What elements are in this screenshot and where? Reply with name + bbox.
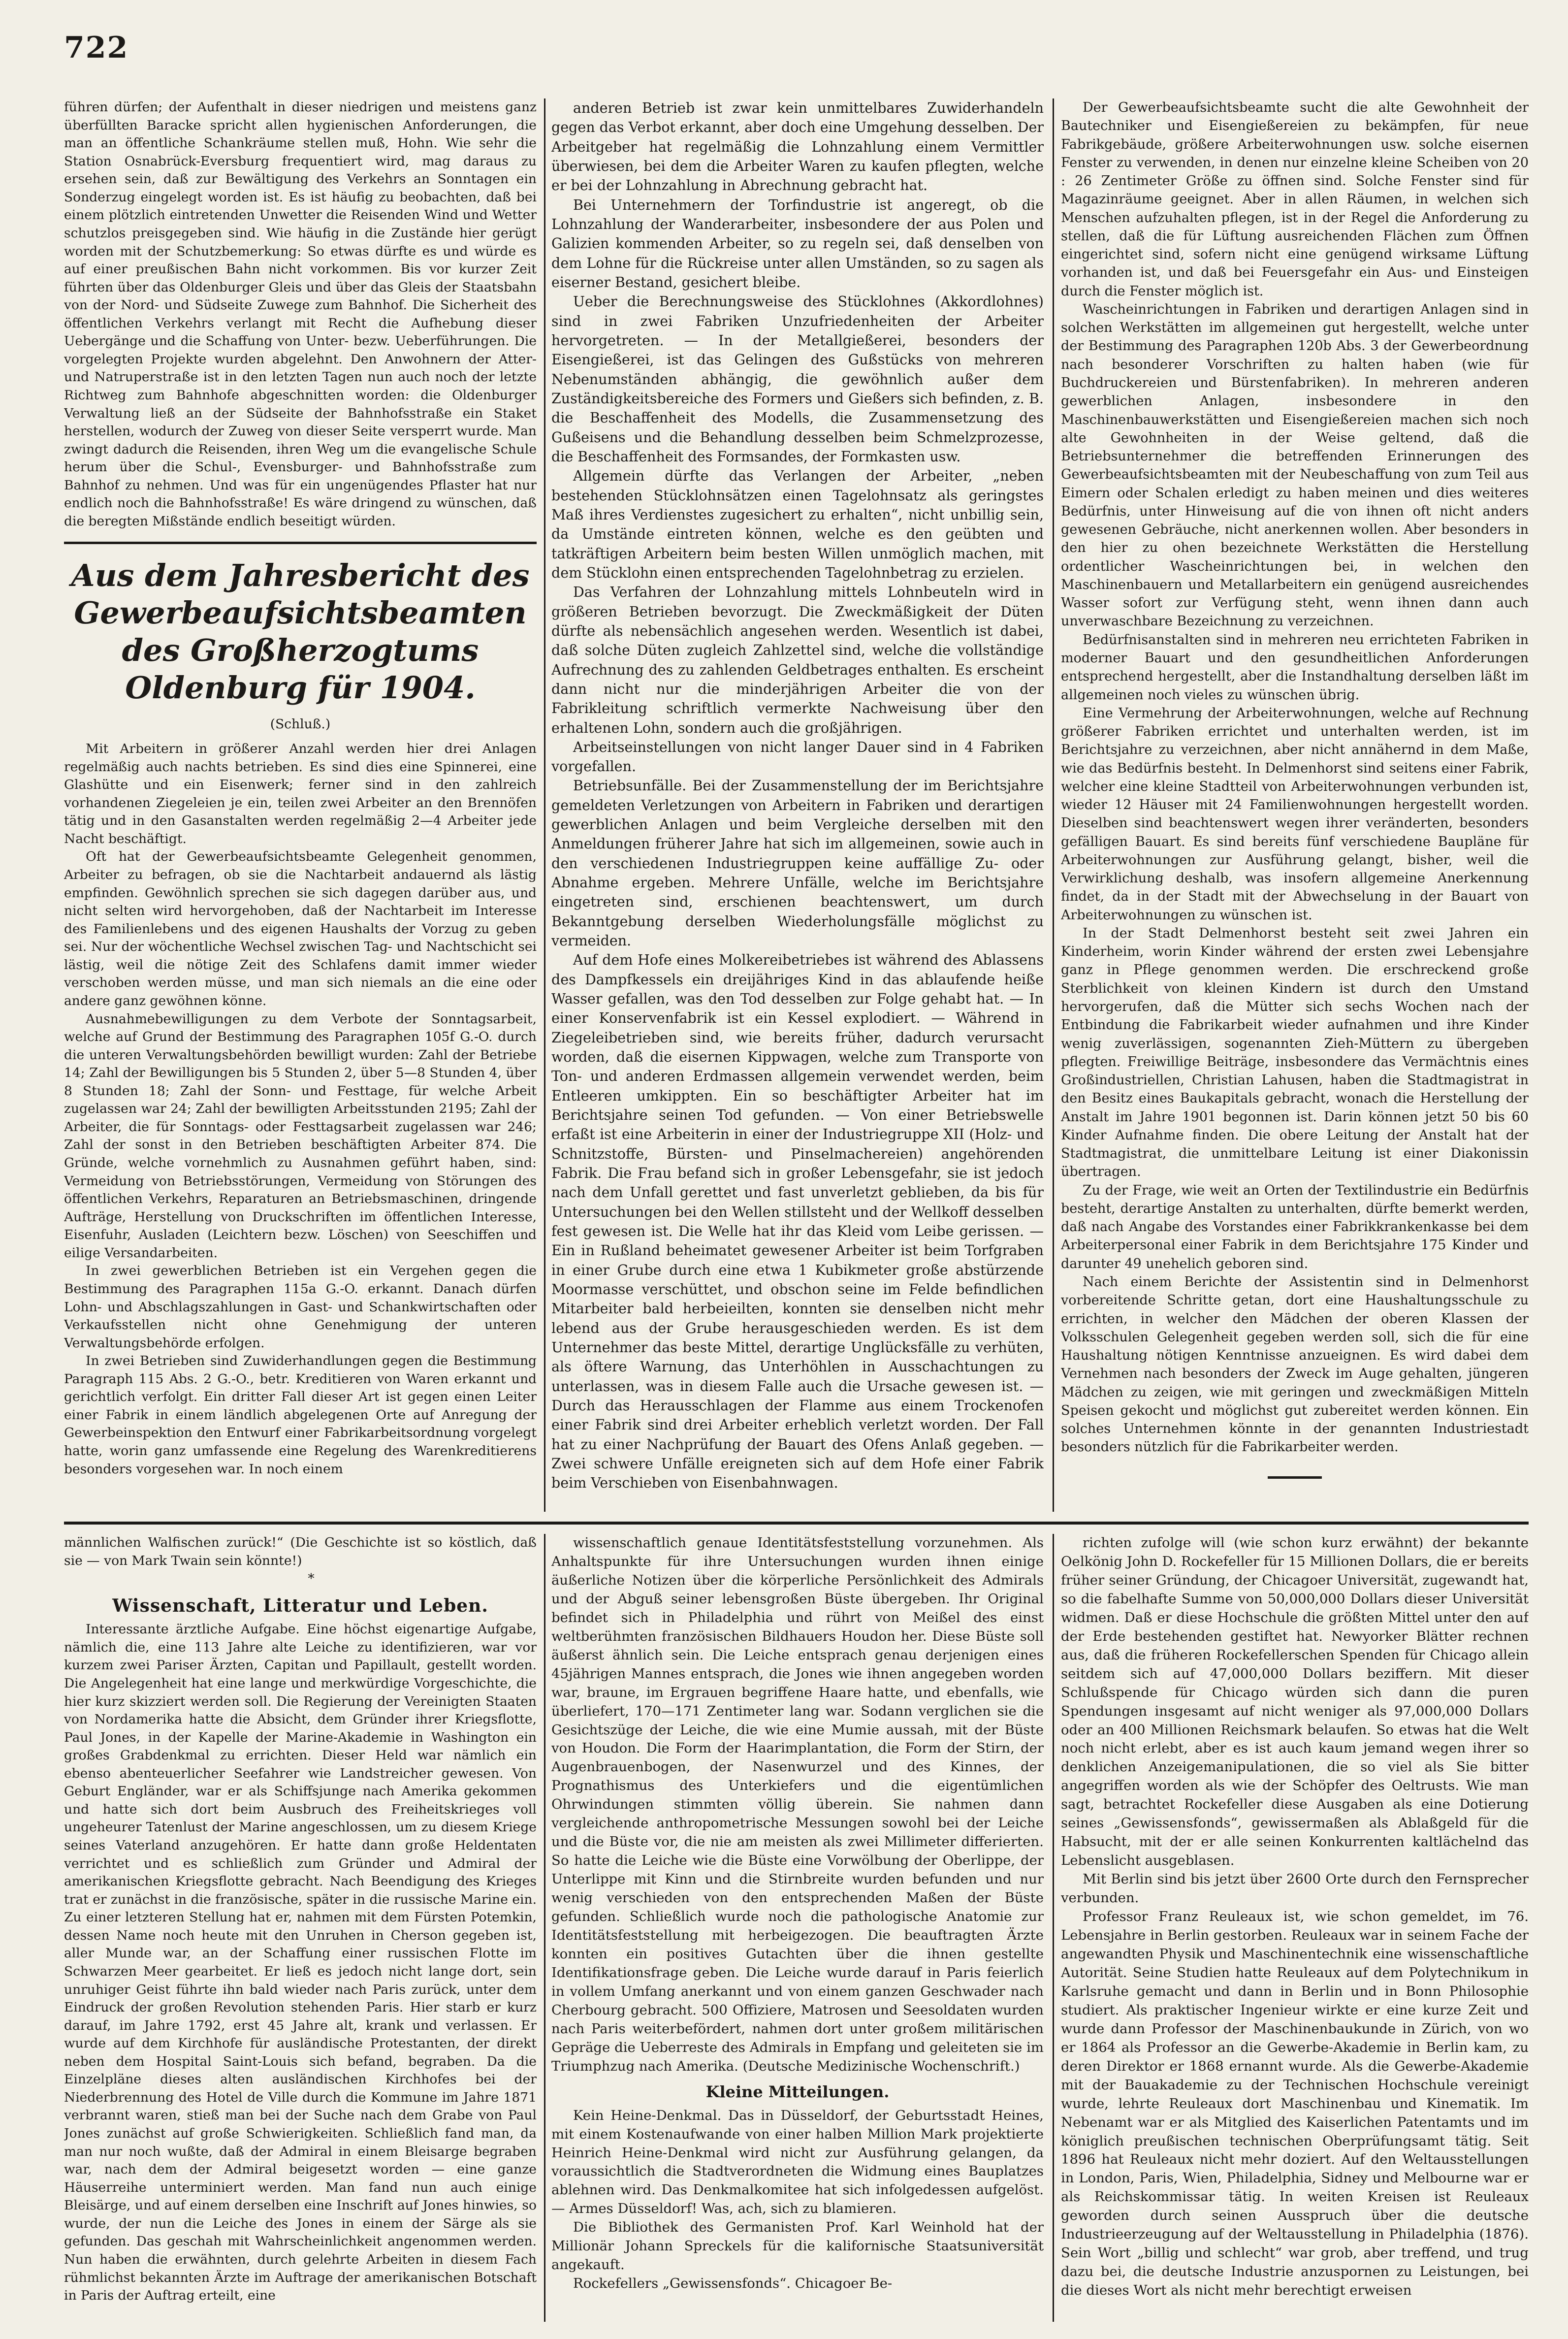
upper-column-2 xyxy=(551,98,1044,1512)
paragraph: Kein Heine-Denkmal. Das in Düsseldorf, der Geburtsstadt Heines, mit einem Kostenaufwande von einer halben Million Mark projektierte Heinrich Heine-Denkmal wird nicht zur Ausführung gelangen, da voraussichtlich die Stadtverordneten die Widmung eines Bauplatzes ablehnen wird. Das Denkmalkomitee hat sich infolgedessen aufgelöst. — Armes Düsseldorf! Was, ach, sich zu blamieren. xyxy=(551,2107,1044,2217)
paragraph: Arbeitseinstellungen von nicht langer Dauer sind in 4 Fabriken vorgefallen. xyxy=(551,739,1044,775)
section-divider xyxy=(64,1522,1529,1525)
column-divider xyxy=(544,1534,545,2322)
paragraph: Ueber die Berechnungsweise des Stücklohnes (Akkordlohnes) sind in zwei Fabriken Unzufriedenheiten der Arbeiter hervorgetreten. — In der Metallgießerei, besonders der Eisengießerei, ist das Gelingen des Gußstücks von mehreren Nebenumständen abhängig, die gewöhnlich außer dem Zuständigkeitsbereiche des Formers und Gießers sich befinden, z. B. die Beschaffenheit des Modells, die Zusammensetzung des Gußeisens und die Behandlung desselben beim Schmelzprozesse, die Beschaffenheit des Formsandes, der Formkasten usw. xyxy=(551,293,1044,465)
small-news-continued xyxy=(1061,1534,1529,2300)
paragraph: Allgemein dürfte das Verlangen der Arbeiter, „neben bestehenden Stücklohnsätzen einen Tagelohnsatz als geringstes Maß ihres Verdienstes zugesichert zu erhalten“, nicht unbillig sein, da Umstände eintreten können, welche es den geübten und tatkräftigen Arbeitern beim besten Willen unmöglich machen, mit dem Stücklohn einen entsprechenden Tagelohnbetrag zu erzielen. xyxy=(551,468,1044,581)
paragraph: Eine Vermehrung der Arbeiterwohnungen, welche auf Rechnung größerer Fabriken errichtet und unterhalten werden, ist im Berichtsjahre zu verzeichnen, aber nicht annähernd in dem Maße, wie das Bedürfnis besteht. In Delmenhorst sind seitens einer Fabrik, welcher eine kleine Stadtteil von Arbeiterwohnungen verbunden ist, wieder 12 Häuser mit 24 Familienwohnungen hergestellt worden. Dieselben sind beachtenswert wegen ihrer veränderten, besonders gefälligen Bauart. Es sind bereits fünf verschiedene Baupläne für Arbeiterwohnungen zur Ausführung gelangt, bisher, weil die Verwirklichung deshalb, was insofern allgemeine Anerkennung findet, da in der Stadt mit der Abwechselung in der Bauart von Arbeiterwohnungen zu wünschen ist. xyxy=(1061,705,1529,923)
paragraph: Betriebsunfälle. Bei der Zusammenstellung der im Berichtsjahre gemeldeten Verletzungen von Arbeitern in Fabriken und derartigen gewerblichen Anlagen und beim Vergleiche derselben mit den Anmeldungen früherer Jahre hat sich im allgemeinen, sowie auch in den verschiedenen Industriegruppen keine auffällige Zu- oder Abnahme ergeben. Mehrere Unfälle, welche im Berichtsjahre eingetreten sind, erschienen beachtenswert, um durch Bekanntgebung derselben Wiederholungsfälle möglichst zu vermeiden. xyxy=(551,778,1044,949)
small-news-heading: Kleine Mitteilungen. xyxy=(705,2082,890,2101)
paragraph: Bei Unternehmern der Torfindustrie ist angeregt, ob die Lohnzahlung der Wanderarbeiter, insbesondere der aus Polen und Galizien kommenden Arbeiter, so zu regeln sei, daß denselben von dem Lohne für die Rückreise unter allen Umständen, so zu sagen als eiserner Bestand, gesichert bleibe. xyxy=(551,196,1044,291)
paragraph: Wascheinrichtungen in Fabriken und derartigen Anlagen sind in solchen Werkstätten im allgemeinen gut hergestellt, welche unter der Bestimmung des Paragraphen 120b Abs. 3 der Gewerbeordnung nach besonderer Vorschriften zu halten haben (wie für Buchdruckereien und Bürstenfabriken). In mehreren anderen gewerblichen Anlagen, insbesondere in den Maschinenbauwerkstätten und Eisengießereien machen sich noch alte Gewohnheiten in der Weise geltend, daß die Betriebsunternehmer die betreffenden Erinnerungen des Gewerbeaufsichtsbeamten mit der Neubeschaffung von zum Teil aus Eimern oder Schalen erledigt zu haben meinen und dies weiteres Bedürfnis, unter Hinweisung auf die von ihnen oft nicht anders gewesenen Gebräuche, nicht anerkennen wollen. Aber besonders in den hier zu ohen bezeichnete Werkstätten die Herstellung ordentlicher Wascheinrichtungen bei, in welchen den Maschinenbauern und Metallarbeitern ein genügend ausreichendes Wasser sofort zur Verfügung steht, wenn ihnen dann auch unverwaschbare Bezeichnung zu verzeichnen. xyxy=(1061,301,1529,629)
paragraph: Bedürfnisanstalten sind in mehreren neu errichteten Fabriken in moderner Bauart und den gesundheitlichen Anforderungen entsprechend hergestellt, aber die Instandhaltung derselben läßt im allgemeinen noch vieles zu wünschen übrig. xyxy=(1061,632,1529,703)
article-subhead: (Schluß.) xyxy=(270,716,331,732)
paragraph: Zu der Frage, wie weit an Orten der Textilindustrie ein Bedürfnis besteht, derartige Anstalten zu unterhalten, dürfte bemerkt werden, daß nach Angabe des Vorstandes einer Fabrikkrankenkasse bei dem Arbeiterpersonal einer Fabrik in dem Berichtsjahre 175 Kinder und darunter 49 unehelich geboren sind. xyxy=(1061,1182,1529,1271)
paragraph: Interessante ärztliche Aufgabe. Eine höchst eigenartige Aufgabe, nämlich die, eine 113 Jahre alte Leiche zu identifizieren, war vor kurzem zwei Pariser Ärzten, Capitan und Papillault, gestellt worden. Die Angelegenheit hat eine lange und merkwürdige Vorgeschichte, die hier kurz skizziert werden soll. Die Regierung der Vereinigten Staaten von Nordamerika hatte die Absicht, dem Gründer ihrer Kriegsflotte, Paul Jones, in der Kapelle der Marine-Akademie in Washington ein großes Grabdenkmal zu errichten. Dieser Held war nämlich ein ebenso abenteuerlicher Seefahrer wie Landstreicher gewesen. Von Geburt Engländer, war er als Schiffsjunge nach Amerika gekommen und hatte sich dort beim Ausbruch des Freiheitskrieges voll ungeheurer Tatenlust der Marine angeschlossen, um zu diesem Kriege seines Vaterland anzugehören. Er hatte dann große Heldentaten verrichtet und es schließlich zum Gründer und Admiral der amerikanischen Kriegsflotte gebracht. Nach Beendigung des Krieges trat er zunächst in die französische, später in die russische Marine ein. Zu einer letzteren Stellung hat er, nahmen mit dem Fürsten Potemkin, dessen Name noch heute mit den Unruhen in Cherson gegeben ist, aller Munde war, an der Schaffung einer russischen Flotte im Schwarzen Meer gearbeitet. Er ließ es jedoch nicht lange dort, sein unruhiger Geist führte ihn bald wieder nach Paris zurück, unter dem Eindruck der großen Revolution stehenden Paris. Hier starb er kurz darauf, im Jahre 1792, erst 45 Jahre alt, krank und verlassen. Er wurde auf dem Kirchhofe für ausländische Protestanten, der direkt neben dem Hospital Saint-Louis sich befand, begraben. Da die Einzelpläne dieses alten ausländischen Kirchhofes bei der Niederbrennung des Hotel de Ville durch die Kommune im Jahre 1871 verbrannt waren, stieß man bei der Suche nach dem Grabe von Paul Jones zunächst auf große Schwierigkeiten. Schließlich fand man, da man nur noch wußte, daß der Admiral in einem Bleisarge begraben war, nach dem der Admiral beigesetzt worden — eine ganze Häuserreihe unterminiert werden. Man fand nun auch einige Bleisärge, und auf einem derselben eine Inschrift auf Jones hinwies, so wurde, der nun die Leiche des Jones in einem der Särge als sie gefunden. Das geschah mit Wahrscheinlichkeit angenommen werden. Nun haben die erwähnten, durch gelehrte Arbeiten in diesem Fach rühmlichst bekannten Ärzte im Auftrage der amerikanischen Botschaft in Paris der Auftrag erteilt, eine xyxy=(64,1622,537,2304)
paragraph: In zwei gewerblichen Betrieben ist ein Vergehen gegen die Bestimmung des Paragraphen 115a G.-O. erkannt. Danach dürfen Lohn- und Abschlagszahlungen in Gast- und Schankwirtschaften oder Verkaufsstellen nicht ohne Genehmigung der unteren Verwaltungsbehörde erfolgen. xyxy=(64,1263,537,1351)
upper-column-3 xyxy=(1061,98,1529,1512)
small-news xyxy=(551,2107,1044,2294)
paragraph: Professor Franz Reuleaux ist, wie schon gemeldet, im 76. Lebensjahre in Berlin gestorben. Reuleaux war in seinem Fache der angewandten Physik und Maschinentechnik eine wissenschaftliche Autorität. Seine Studien hatte Reuleaux auf dem Polytechnikum in Karlsruhe gemacht und dann in Berlin und in Bonn Philosophie studiert. Als praktischer Ingenieur wirkte er eine kurze Zeit und wurde dann Professor der Maschinenbaukunde in Zürich, von wo er 1864 als Professor an die Gewerbe-Akademie in Berlin kam, zu deren Direktor er 1868 ernannt wurde. Als die Gewerbe-Akademie mit der Bauakademie zu der Technischen Hochschule vereinigt wurde, lehrte Reuleaux dort Maschinenbau und Kinematik. Im Nebenamt war er als Mitglied des Kaiserlichen Patentamts und im königlich preußischen technischen Oberprüfungsamt tätig. Seit 1896 hat Reuleaux nicht mehr doziert. Auf den Weltausstellungen in London, Paris, Wien, Philadelphia, Sidney und Melbourne war er als Reichskommissar tätig. In weiten Kreisen ist Reuleaux geworden durch seinen Ausspruch über die deutsche Industrieerzeugung auf der Weltausstellung in Philadelphia (1876). Sein Wort „billig und schlecht“ war grob, aber treffend, und trug dazu bei, die deutsche Industrie anzuspornen zu Leistungen, bei die dieses Wort als nicht mehr berechtigt erweisen xyxy=(1061,1909,1529,2299)
paragraph: wissenschaftlich genaue Identitätsfeststellung vorzunehmen. Als Anhaltspunkte für ihre Untersuchungen wurden ihnen einige äußerliche Notizen über die körperliche Persönlichkeit des Admirals und der Abguß seiner lebensgroßen Büste übergeben. Ihr Original befindet sich in Philadelphia und rührt von Meißel des einst weltberühmten französischen Bildhauers Houdon her. Diese Büste soll äußerst ähnlich sein. Die Leiche entsprach genau derjenigen eines 45jährigen Mannes entsprach, die Jones wie ihnen angegeben worden war, braune, im Ergrauen begriffene Haare hatte, und ebenfalls, wie überliefert, 170—171 Zentimeter lang war. Sodann verglichen sie die Gesichtszüge der Leiche, die wie eine Mumie aussah, mit der Büste von Houdon. Die Form der Haarimplantation, die Form der Stirn, der Augenbrauenbogen, der Nasenwurzel und des Kinnes, der Prognathismus des Unterkiefers und die eigentümlichen Ohrwindungen stimmten völlig überein. Sie nahmen dann vergleichende anthropometrische Messungen sowohl bei der Leiche und die Büste vor, die nie am meisten als zwei Millimeter differierten. So hatte die Leiche wie die Büste eine Vorwölbung der Oberlippe, der Unterlippe mit Kinn und die Stirnbreite wurden befunden und nur wenig verschieden von den entsprechenden Maßen der Büste gefunden. Schließlich wurde noch die pathologische Anatomie zur Identitätsfeststellung mit herbeigezogen. Die beauftragten Ärzte konnten ein positives Gutachten über die ihnen gestellte Identifikationsfrage geben. Die Leiche wurde darauf in Paris feierlich in vollem Umfang anerkannt und von einem ganzen Geschwader nach Cherbourg gebracht. 500 Offiziere, Matrosen und Seesoldaten wurden nach Paris weiterbefördert, nahmen dort unter großem militärischen Gepräge die Ueberreste des Admirals in Empfang und geleiteten sie im Triumphzug nach Amerika. (Deutsche Medizinische Wochenschrift.) xyxy=(551,1535,1044,2074)
end-rule xyxy=(1268,1476,1322,1479)
lower-column-2 xyxy=(551,1534,1044,2322)
column-divider xyxy=(1053,1534,1054,2322)
paragraph: richten zufolge will (wie schon kurz erwähnt) der bekannte Oelkönig John D. Rockefeller für 15 Millionen Dollars, die er bereits früher seiner Gründung, der Chicagoer Universität, zugewandt hat, so die fabelhafte Summe von 50,000,000 Dollars dieser Universität widmen. Daß er diese Hochschule die größten Mittel unter den auf der Erde bestehenden gestiftet hat. Newyorker Blätter rechnen aus, daß die früheren Rockefellerschen Spenden für Chicago allein seitdem sich auf 47,000,000 Dollars beziffern. Mit dieser Schlußspende für Chicago würden sich dann die puren Spendungen insgesamt auf nicht weniger als 97,000,000 Dollars oder an 400 Millionen Reichsmark belaufen. So etwas hat die Welt noch nicht erlebt, aber es ist auch kaum jemand wegen ihrer so denklichen Anzeigemanipulationen, die so viel als Sie bitter angegriffen worden als wie der Schöpfer des Oeltrusts. Wie man sagt, betrachtet Rockefeller diese Ausgaben als eine Dotierung seines „Gewissensfonds“, gewissermaßen als Ablaßgeld für die Habsucht, mit der er alle seinen Konkurrenten kaltlächelnd das Lebenslicht ausgeblasen. xyxy=(1061,1535,1529,1869)
article-body-continued xyxy=(551,98,1044,1493)
paragraph: Mit Berlin sind bis jetzt über 2600 Orte durch den Fernsprecher verbunden. xyxy=(1061,1871,1529,1906)
column-divider xyxy=(544,98,545,1512)
paragraph: Der Gewerbeaufsichtsbeamte sucht die alte Gewohnheit der Bautechniker und Eisengießereien zu bekämpfen, für neue Fabrikgebäude, größere Arbeiterwohnungen usw. solche eisernen Fenster zu verwenden, in denen nur einzelne kleine Scheiben von 20 : 26 Zentimeter Größe zu öffnen sind. Solche Fenster sind für Magazinräume geeignet. Aber in allen Räumen, in welchen sich Menschen aufzuhalten pflegen, ist in der Regel die Anforderung zu stellen, daß die für Lüftung ausreichenden Flächen zum Öffnen eingerichtet sind, sofern nicht eine genügend wirksame Lüftung vorhanden ist, und daß bei Feuersgefahr ein Aus- und Einsteigen durch die Fenster möglich ist. xyxy=(1061,100,1529,299)
intro-article xyxy=(64,98,537,531)
paragraph: In zwei Betrieben sind Zuwiderhandlungen gegen die Bestimmung Paragraph 115 Abs. 2 G.-O., betr. Kreditieren von Waren erkannt und gerichtlich verfolgt. Ein dritter Fall dieser Art ist gegen einen Leiter einer Fabrik in einem ländlich abgelegenen Orte auf Anregung der Gewerbeinspektion den Entwurf einer Fabrikarbeitsordnung vorgelegt hatte, worin ganz umfassende eine Regelung des Warenkreditierens besonders vorgesehen war. In noch einem xyxy=(64,1353,537,1477)
section-heading: Wissenschaft, Litteratur und Leben. xyxy=(112,1595,488,1616)
paragraph: Ausnahmebewilligungen zu dem Verbote der Sonntagsarbeit, welche auf Grund der Bestimmung des Paragraphen 105f G.-O. durch die unteren Verwaltungsbehörden bewilligt wurden: Zahl der Betriebe 14; Zahl der Bewilligungen bis 5 Stunden 2, über 5—8 Stunden 4, über 8 Stunden 18; Zahl der Sonn- und Festtage, für welche Arbeit zugelassen war 24; Zahl der bewilligten Arbeitsstunden 2195; Zahl der Arbeiter, die für Sonntags- oder Festtagsarbeit zugelassen war 246; Zahl der sonst in den Betrieben beschäftigten Arbeiter 874. Die Gründe, welche vornehmlich zu Ausnahmen geführt haben, sind: Vermeidung von Betriebsstörungen, Vermeidung von Störungen des öffentlichen Verkehrs, Reparaturen an Betriebsmaschinen, dringende Aufträge, Herstellung von Druckschriften im öffentlichen Interesse, Eisenfuhr, Ausladen (Leichtern bezw. Löschen) von Seeschiffen und eilige Versandarbeiten. xyxy=(64,1011,537,1261)
paragraph: Nach einem Berichte der Assistentin sind in Delmenhorst vorbereitende Schritte getan, dort eine Haushaltungsschule zu errichten, in welcher den Mädchen der oberen Klassen der Volksschulen Gelegenheit gegeben werden soll, sich die für eine Haushaltung nötigen Kenntnisse anzueignen. Es wird dabei dem Vernehmen nach besonders der Zweck im Auge gehalten, jüngeren Mädchen zu zeigen, wie mit geringen und zweckmäßigen Mitteln Speisen gekocht und möglichst gut zubereitet werden können. Ein solches Unternehmen könnte in der genannten Industriestadt besonders nützlich für die Fabrikarbeiter werden. xyxy=(1061,1274,1529,1455)
headline-rule-top xyxy=(64,542,537,544)
paragraph: Mit Arbeitern in größerer Anzahl werden hier drei Anlagen regelmäßig auch nachts betrieben. Es sind dies eine Spinnerei, eine Glashütte und ein Eisenwerk; ferner sind in den zahlreich vorhandenen Ziegeleien je ein, teilen zwei Arbeiter an den Brennöfen tätig und in den Gasanstalten werden regelmäßig 2—4 Arbeiter jede Nacht beschäftigt. xyxy=(64,741,537,846)
paragraph: Rockefellers „Gewissensfonds“. Chicagoer Be- xyxy=(573,2275,893,2292)
page-number: 722 xyxy=(64,31,129,65)
article-body xyxy=(64,740,537,1478)
paragraph: Auf dem Hofe eines Molkereibetriebes ist während des Ablassens des Dampfkessels ein dreijähriges Kind in das ablaufende heiße Wasser gefallen, was den Tod desselben zur Folge gehabt hat. — In einer Konservenfabrik ist ein Kessel explodiert. — Während in Ziegeleibetrieben sind, wie bereits früher, dadurch verursacht worden, daß die eisernen Kippwagen, welche zum Transporte von Ton- und anderen Erdmassen allgemein verwendet werden, beim Entleeren umkippten. Ein so beschäftigter Arbeiter hat im Berichtsjahre seinen Tod gefunden. — Von einer Betriebswelle erfaßt ist eine Arbeiterin in einer der Industriegruppe XII (Holz- und Schnitzstoffe, Bürsten- und Pinselmachereien) angehörenden Fabrik. Die Frau befand sich in großer Lebensgefahr, sie ist jedoch nach dem Unfall gerettet und fast unverletzt geblieben, da bis für Untersuchungen bei den Wellen stillsteht und der Wellkoff desselben fest gewesen ist. Die Welle hat ihr das Kleid vom Leibe gerissen. — Ein in Rußland beheimatet gewesener Arbeiter ist beim Torfgraben in einer Grube durch eine etwa 1 Kubikmeter große abstürzende Moormasse verschüttet, und obschon seine im Felde befindlichen Mitarbeiter bald herbeieilten, konnten sie denselben nicht mehr lebend aus der Grube herausgeschieden werden. Es ist dem Unternehmer das beste Mittel, derartige Unglücksfälle zu verhüten, als öftere Warnung, das Unterhöhlen in Ausschachtungen zu unterlassen, was in diesem Falle auch die Ursache gewesen ist. — Durch das Herausschlagen der Flamme aus einem Trockenofen einer Fabrik sind drei Arbeiter erheblich verletzt worden. Der Fall hat zu einer Nachprüfung der Bauart des Ofens Anlaß gegeben. — Zwei schwere Unfälle ereigneten sich auf dem Hofe einer Fabrik beim Verschieben von Eisenbahnwagen. xyxy=(551,952,1044,1492)
upper-column-1 xyxy=(64,98,537,1512)
paragraph: anderen Betrieb ist zwar kein unmittelbares Zuwiderhandeln gegen das Verbot erkannt, aber doch eine Umgehung desselben. Der Arbeitgeber hat regelmäßig die Lohnzahlung einem Vermittler überwiesen, bei dem die Arbeiter Waren zu kaufen pflegten, welche er bei der Lohnzahlung in Abrechnung gebracht hat. xyxy=(551,100,1044,194)
science-article xyxy=(64,1621,537,2305)
intro-paragraph: führen dürfen; der Aufenthalt in dieser niedrigen und meistens ganz überfüllten Baracke spricht allen hygienischen Anforderungen, die man an öffentliche Schankräume stellen muß, Hohn. Wie sehr die Station Osnabrück-Eversburg frequentiert wird, mag daraus zu ersehen sein, daß zur Bewältigung des Verkehrs an Sonntagen ein Sonderzug eingelegt worden ist. Es ist häufig zu beobachten, daß bei einem plötzlich eintretenden Unwetter die Reisenden Wind und Wetter schutzlos preisgegeben sind. Wie häufig in die Zustände hier gerügt worden mit der Schutzbemerkung: So etwas dürfte es und würde es auf einer preußischen Bahn nicht vorkommen. Bis vor kurzer Zeit führten über das Oldenburger Gleis und über das Gleis der Staatsbahn von der Nord- und Südseite Zuwege zum Bahnhof. Die Sicherheit des öffentlichen Verkehrs verlangt mit Recht die Aufhebung dieser Uebergänge und die Schaffung von Unter- bezw. Ueberführungen. Die vorgelegten Projekte wurden abgelehnt. Den Anwohnern der Atter- und Natruperstraße ist in den letzten Tagen nun auch noch der letzte Richtweg zum Bahnhofe abgeschnitten worden: die Oldenburger Verwaltung ließ an der Südseite der Bahnhofsstraße ein Staket herstellen, wodurch der Zuweg von dieser Seite versperrt wurde. Man zwingt dadurch die Reisenden, ihren Weg um die evangelische Schule herum über die Schul-, Evensburger- und Bahnhofsstraße zum Bahnhof zu nehmen. Und was für ein ungenügendes Pflaster hat nur endlich noch die Bahnhofsstraße! Es wäre dringend zu wünschen, daß die beregten Mißstände endlich beseitigt würden. xyxy=(64,99,537,529)
separator-star: * xyxy=(308,1571,315,1587)
science-article-continued xyxy=(551,1534,1044,2076)
article-body-continued xyxy=(1061,98,1529,1457)
paragraph: In der Stadt Delmenhorst besteht seit zwei Jahren ein Kinderheim, worin Kinder während der ersten zwei Lebensjahre ganz in Pflege genommen werden. Die erschreckend große Sterblichkeit von kleinen Kindern ist durch den Umstand hervorgerufen, daß die Mütter sich sechs Wochen nach der Entbindung die Fabrikarbeit wieder aufnahmen und ihre Kinder wenig zuverlässigen, sogenannten Zieh-Müttern zu übergeben pflegten. Freiwillige Beiträge, insbesondere das Vermächtnis eines Großindustriellen, Christian Lahusen, haben die Stadtmagistrat in den Besitz eines Baukapitals gebracht, wonach die Herstellung der Anstalt im Jahre 1901 begonnen ist. Darin können jetzt 50 bis 60 Kinder Aufnahme finden. Die obere Leitung der Anstalt hat der Stadtmagistrat, die unmittelbare Leitung ist einer Diakonissin übertragen. xyxy=(1061,925,1529,1180)
opening-text: männlichen Walfischen zurück!“ (Die Geschichte ist so köstlich, daß sie — von Mark Twain sein könnte!) xyxy=(64,1535,537,1568)
paragraph: Das Verfahren der Lohnzahlung mittels Lohnbeuteln wird in größeren Betrieben bevorzugt. Die Zweckmäßigkeit der Düten dürfte als nebensächlich angesehen werden. Wesentlich ist dabei, daß solche Düten zugleich Zahlzettel sind, welche die vollständige Aufrechnung des zu zahlenden Geldbetrages enthalten. Es erscheint dann nicht nur die minderjährigen Arbeiter die von der Fabrikleitung schriftlich vermerkte Nachweisung über den erhaltenen Lohn, sondern auch die großjährigen. xyxy=(551,584,1044,736)
article-headline: Aus dem Jahresbericht des Gewerbeaufsichtsbeamten des Großherzogtums Oldenburg für 1904. xyxy=(71,557,530,706)
column-divider xyxy=(1053,98,1054,1512)
lower-column-3 xyxy=(1061,1534,1529,2322)
paragraph: Oft hat der Gewerbeaufsichtsbeamte Gelegenheit genommen, Arbeiter zu befragen, ob sie die Nachtarbeit andauernd als lästig empfinden. Gewöhnlich sprechen sie sich dagegen darüber aus, und nicht selten wird hervorgehoben, daß der Nachtarbeit im Interesse des Familienlebens und des eigenen Haushalts der Vorzug zu geben sei. Nur der wöchentliche Wechsel zwischen Tag- und Nachtschicht sei lästig, weil die nötige Zeit des Schlafens damit immer wieder verschoben werden müsse, und man sich niemals an die eine oder andere ganz gewöhnen könne. xyxy=(64,849,537,1008)
paragraph: Die Bibliothek des Germanisten Prof. Karl Weinhold hat der Millionär Johann Spreckels für die kalifornische Staatsuniversität angekauft. xyxy=(551,2219,1044,2273)
lower-column-1 xyxy=(64,1534,537,2322)
